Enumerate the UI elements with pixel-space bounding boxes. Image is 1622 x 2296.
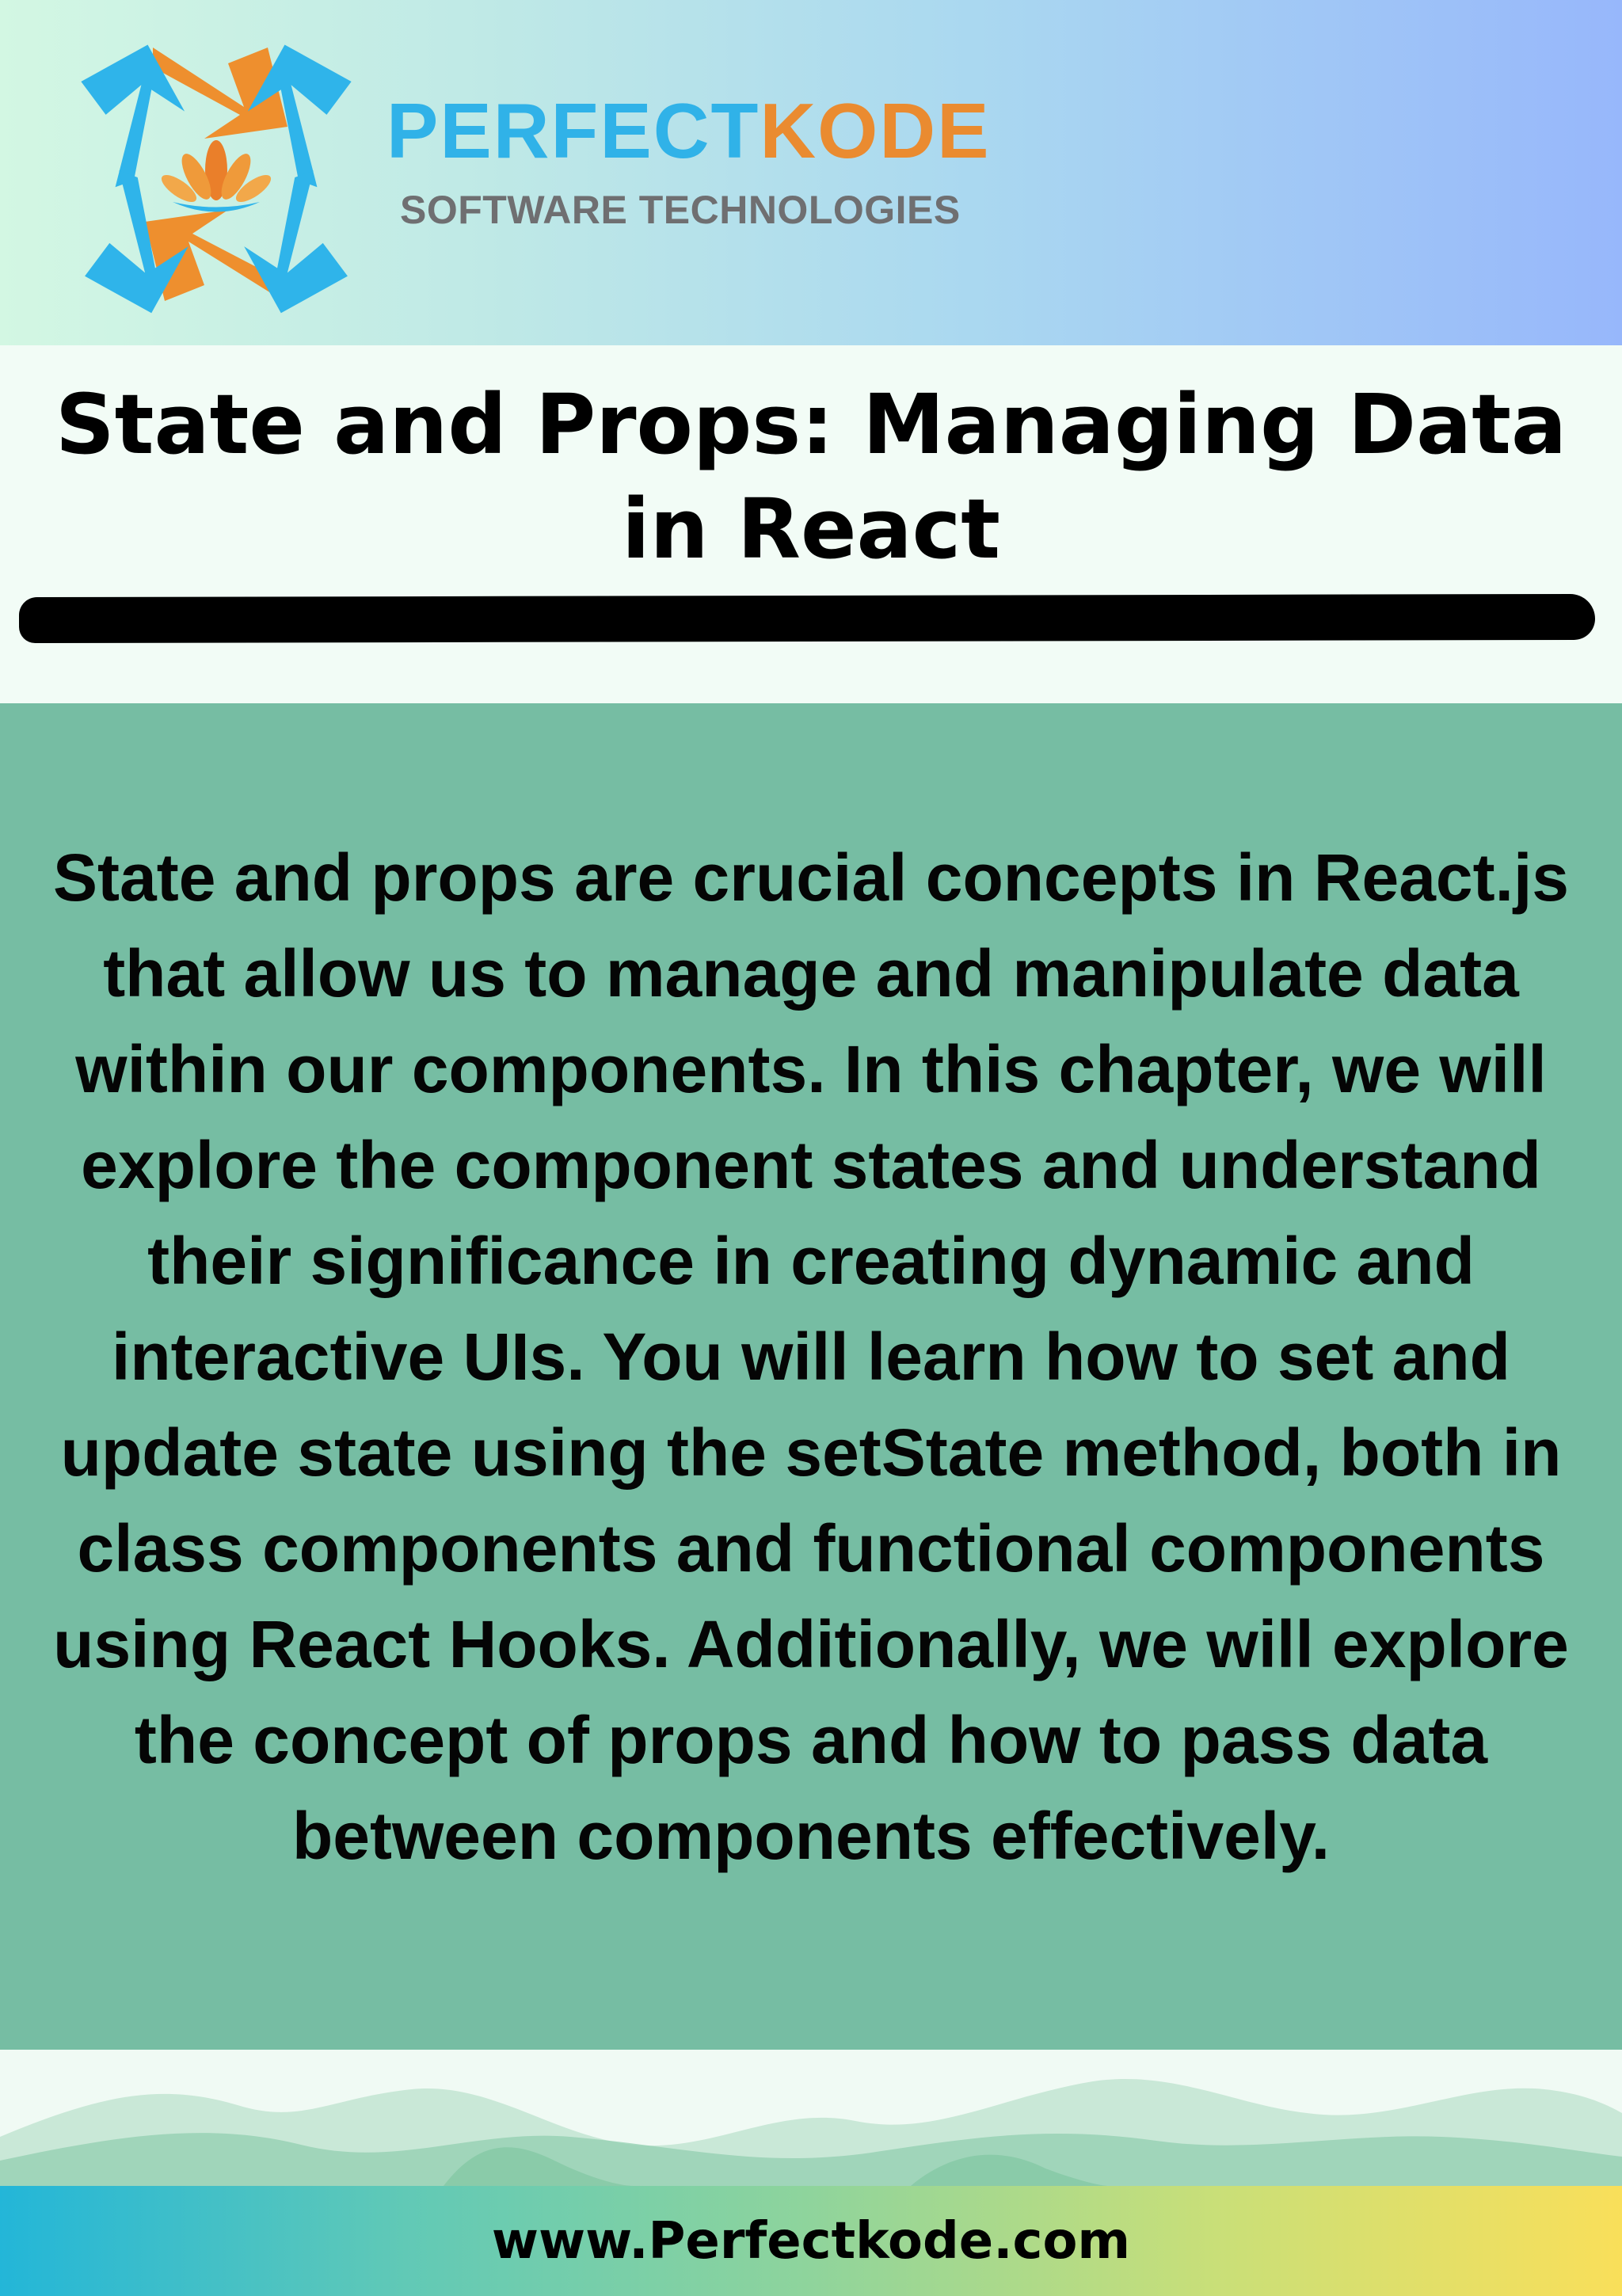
header-banner <box>0 0 1622 345</box>
perfectkode-logo-icon <box>78 32 355 317</box>
body-paragraph: State and props are crucial concepts in React.js that allow us to manage and manipulate data within our components. In this chapter, we will explore the component states and understand their significance in creating dynamic and interactive UIs. You will learn how to set and update state using the setState method, both in class components and functional components using React Hooks. Additionally, we will explore the concept of props and how to pass data between components effectively. <box>53 840 1569 1873</box>
website-link[interactable]: www.Perfectkode.com <box>491 2212 1131 2271</box>
watercolor-hills-decoration <box>0 2050 1622 2186</box>
brand-name-part1: PERFECT <box>386 87 760 174</box>
brand-name-part2: KODE <box>760 87 991 174</box>
title-underline-divider <box>19 594 1595 643</box>
brand-name <box>386 87 991 174</box>
brand-tagline: SOFTWARE TECHNOLOGIES <box>400 188 961 232</box>
page-title: State and Props: Managing Data in React <box>55 376 1567 577</box>
